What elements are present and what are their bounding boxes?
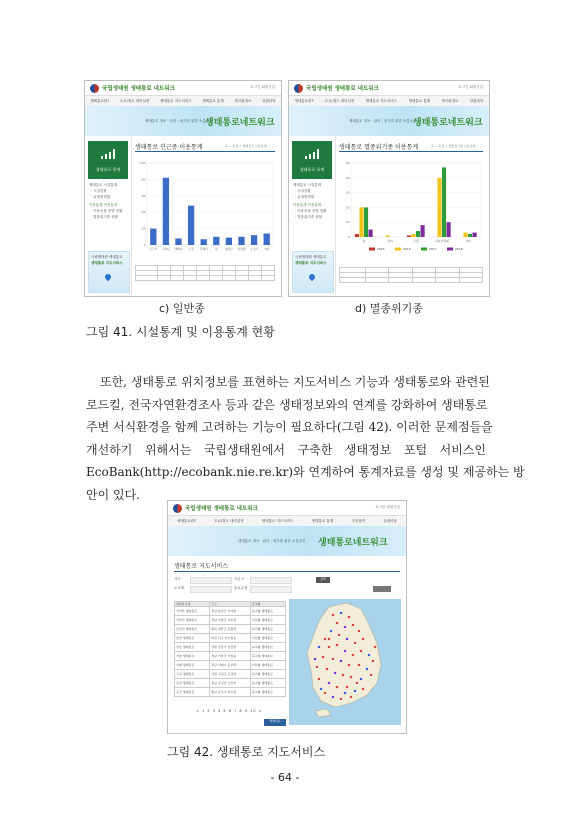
table-cell: 경남 거창군 거창읍 — [210, 652, 251, 661]
side-item[interactable]: · 멸종위기종 현황 — [295, 215, 323, 219]
table-cell: 가야산 생태통로 — [175, 607, 210, 616]
nav-item[interactable]: 게시판정보 — [441, 99, 459, 103]
side-menu — [289, 137, 336, 295]
map-marker-icon — [350, 676, 353, 679]
chart-icon — [305, 149, 319, 159]
table-header: 주소 — [210, 602, 251, 607]
hero-banner — [168, 526, 406, 556]
legend-swatch — [447, 248, 453, 251]
map-marker-icon — [324, 692, 327, 695]
map-marker-icon — [328, 646, 331, 649]
page-number: - 64 - — [270, 771, 300, 784]
y-tick-label: 80 — [141, 177, 146, 182]
legend-label: 2016 — [403, 247, 411, 251]
banner-tagline: 생태통로 정보 · 관리 · 평가를 위한 소통공간 — [145, 119, 213, 123]
bar — [201, 239, 207, 245]
x-tick-label: 너구리 — [149, 247, 158, 251]
legend-label: 2018 — [455, 247, 463, 251]
site-brand[interactable]: 국립생태원 생태통로 네트워크 — [185, 506, 258, 512]
table-cell: 감성리 생태통로 — [175, 625, 210, 634]
figure-41-title: 그림 41. 시설통계 및 이용통계 현황 — [86, 325, 275, 339]
map-marker-icon — [362, 688, 365, 691]
map-marker-icon — [332, 696, 335, 699]
x-tick-label: 수달 — [413, 239, 419, 243]
bar — [355, 234, 359, 237]
nav-item[interactable]: 생태통로란? — [294, 99, 314, 103]
paragraph-line: 주변 서식환경을 함께 고려하는 기능이 필요하다(그림 42). 이러한 문제점들을 — [86, 420, 493, 434]
side-item[interactable]: 생태통로 시설통계 — [89, 183, 118, 187]
map-marker-icon — [348, 616, 351, 619]
bar — [369, 230, 373, 237]
bar — [359, 207, 363, 237]
side-item[interactable]: 이용통계 이용통계 — [89, 203, 118, 207]
map-page-title: 생태통로 지도서비스 — [174, 563, 229, 570]
map-marker-icon — [354, 690, 357, 693]
banner-tagline: 생태통로 정보 · 관리 · 평가를 위한 소통공간 — [349, 119, 417, 123]
table-row[interactable] — [175, 670, 286, 679]
x-tick-label: 오소리 — [250, 247, 259, 251]
map-marker-icon — [342, 674, 345, 677]
paragraph-line: 로드킬, 전국자연환경조사 등과 같은 생태정보와의 연계를 강화하여 생태통로 — [86, 397, 488, 412]
banner-tagline: 생태통로 정보 · 관리 · 평가를 위한 소통공간 — [238, 539, 306, 543]
title-rule — [339, 151, 483, 152]
side-item[interactable]: · 유형별현황 — [91, 195, 111, 199]
chart-page-title: 생태통로 멸종위기종 이용통계 — [339, 144, 419, 151]
table-row[interactable] — [175, 643, 286, 652]
map-marker-icon — [368, 654, 371, 657]
table-cell: 터널형 생태통로 — [250, 634, 285, 643]
x-tick-label: 삵 — [214, 247, 218, 251]
government-logo-icon — [294, 84, 303, 93]
government-logo-icon — [173, 504, 182, 513]
map-marker-icon — [316, 666, 319, 669]
map-marker-icon — [334, 672, 337, 675]
filter-label: 통로유형 — [234, 586, 248, 590]
nav-item[interactable]: 알림마당 — [262, 99, 276, 103]
table-cell: 대전 서구 가수원동 — [210, 634, 251, 643]
site-header — [85, 81, 281, 95]
side-item[interactable]: · 이용동물 종별 현황 — [91, 209, 123, 213]
table-cell: 육교형 생태통로 — [250, 607, 285, 616]
map-marker-icon — [344, 650, 347, 653]
table-row[interactable] — [175, 661, 286, 670]
map-marker-icon — [360, 650, 363, 653]
table-cell: 강원 강릉시 성산면 — [210, 643, 251, 652]
top-links[interactable]: 로그인 회원가입 — [458, 85, 483, 89]
nav-item[interactable]: 생태통로 통계 — [311, 519, 334, 523]
sigungu-select[interactable] — [250, 577, 292, 584]
banner-title: 생태통로네트워크 — [318, 538, 388, 548]
map-marker-icon — [336, 622, 339, 625]
nav-item[interactable]: 국민참여 — [351, 519, 365, 523]
y-tick-label: 20 — [141, 226, 146, 231]
bar — [468, 234, 472, 237]
map-marker-icon — [328, 682, 331, 685]
nav-item[interactable]: 생태통로 통계 — [408, 99, 430, 103]
nav-item[interactable]: 도로/철도 대비실현 — [324, 99, 355, 103]
map-marker-icon — [318, 678, 321, 681]
map-ad-line: 생태통로 지도서비스 — [91, 261, 123, 265]
side-box-label: 생태통로 통계 — [95, 167, 121, 172]
nav-item[interactable]: 도로/철도 대비실현 — [119, 99, 150, 103]
korea-map[interactable] — [289, 599, 401, 725]
side-item[interactable]: · 이용동물 종별 현황 — [295, 209, 327, 213]
table-cell: 육교형 생태통로 — [250, 625, 285, 634]
map-marker-icon — [352, 624, 355, 627]
banner-title: 생태통로네트워크 — [413, 118, 483, 128]
map-marker-icon — [326, 668, 329, 671]
map-marker-icon — [336, 686, 339, 689]
table-cell: 강원 고성군 토성면 — [210, 670, 251, 679]
map-pin-icon — [308, 273, 316, 281]
map-marker-icon — [340, 698, 343, 701]
table-cell: 경남 합천군 가야면 — [210, 607, 251, 616]
map-marker-icon — [344, 692, 347, 695]
map-marker-icon — [332, 614, 335, 617]
side-item[interactable]: · 유형별현황 — [295, 195, 315, 199]
reset-button[interactable] — [373, 586, 391, 592]
table-cell: 터널형 생태통로 — [250, 616, 285, 625]
map-marker-icon — [338, 634, 341, 637]
paragraph-line: 개선하기 위해서는 국립생태원에서 구축한 생태정보 포털 서비스인 — [86, 442, 486, 457]
bar — [442, 167, 446, 237]
hero-banner — [289, 106, 489, 136]
bar — [411, 234, 415, 237]
fig41-left-screenshot — [84, 80, 282, 297]
x-tick-label: 청설모 — [224, 247, 233, 251]
legend-swatch — [369, 248, 375, 251]
table-cell: 거창 생태통로 — [175, 652, 210, 661]
table-row[interactable] — [175, 634, 286, 643]
nav-item[interactable]: 생태통로 지도서비스 — [365, 99, 398, 103]
table-cell: 고성 생태통로 — [175, 670, 210, 679]
x-tick-label: 기타 — [465, 239, 471, 243]
table-row[interactable] — [175, 652, 286, 661]
road-select[interactable] — [190, 586, 232, 593]
y-tick-label: 30 — [345, 190, 350, 195]
bar — [188, 206, 194, 245]
y-tick-label: 0 — [347, 235, 350, 239]
nav-item[interactable]: 알림마당 — [383, 519, 397, 523]
legend-label: 2017 — [429, 247, 437, 251]
stats-table — [135, 265, 275, 281]
map-ad-line: 국립생태원 생태통로 — [91, 255, 123, 259]
bar — [238, 237, 244, 245]
table-cell: 터널형 생태통로 — [250, 661, 285, 670]
table-cell: 곡성 생태통로 — [175, 679, 210, 688]
map-marker-icon — [332, 658, 335, 661]
table-cell: 공주 생태통로 — [175, 688, 210, 697]
type-select[interactable] — [250, 586, 292, 593]
table-cell: 육교형 생태통로 — [250, 688, 285, 697]
table-cell: 갑천 생태통로 — [175, 634, 210, 643]
title-rule — [135, 151, 275, 152]
map-marker-icon — [356, 682, 359, 685]
map-marker-icon — [370, 674, 373, 677]
map-marker-icon — [372, 660, 375, 663]
nav-item[interactable]: 생태통로란? — [90, 99, 110, 103]
stats-menu-box[interactable] — [292, 141, 332, 179]
bar — [213, 237, 219, 245]
paragraph-line: EcoBank(http://ecobank.nie.re.kr)와 연계하여 통계자료를 생성 및 제공하는 방 — [86, 465, 525, 479]
map-marker-icon — [324, 638, 327, 641]
site-header — [168, 501, 406, 515]
x-tick-label: 다람쥐 — [237, 247, 246, 251]
table-cell: 강릉 생태통로 — [175, 643, 210, 652]
y-tick-label: 40 — [345, 175, 350, 180]
filter-label: 시도 — [174, 577, 181, 581]
x-tick-label: 삵 — [362, 239, 366, 243]
nav-item[interactable]: 생태통로 지도서비스 — [159, 99, 192, 103]
site-header — [289, 81, 489, 95]
bar — [264, 234, 270, 245]
y-tick-label: 60 — [141, 193, 146, 198]
table-row[interactable] — [175, 679, 286, 688]
chart-icon — [101, 149, 115, 159]
chart-page-title: 생태통로 인근종 이용통계 — [135, 144, 203, 151]
paragraph-line: 또한, 생태통로 위치정보를 표현하는 지도서비스 기능과 생태통로와 관련된 — [100, 375, 490, 389]
x-tick-label: 고라니 — [161, 247, 170, 251]
table-cell: 육교형 생태통로 — [250, 679, 285, 688]
bar — [364, 207, 368, 237]
side-item[interactable]: 이용통계 이용통계 — [293, 203, 322, 207]
side-box-label: 생태통로 통계 — [299, 167, 325, 172]
x-tick-label: 멧돼지 — [174, 247, 183, 251]
side-item[interactable]: 생태통로 시설통계 — [293, 183, 322, 187]
x-tick-label: 노루 — [188, 247, 194, 251]
nav-item[interactable]: 알림마당 — [469, 99, 484, 103]
table-cell: 경남 거창군 가조면 — [210, 616, 251, 625]
legend-swatch — [421, 248, 427, 251]
table-cell: 가천리 생태통로 — [175, 616, 210, 625]
table-header: 조성형 — [250, 602, 285, 607]
bar — [385, 236, 389, 237]
title-rule — [174, 571, 400, 572]
bar — [421, 225, 425, 237]
endangered-usage-bar-chart — [339, 159, 485, 257]
table-row[interactable] — [175, 688, 286, 697]
stats-menu-box[interactable] — [88, 141, 128, 179]
map-marker-icon — [362, 638, 365, 641]
site-brand[interactable]: 국립생태원 생태통로 네트워크 — [306, 86, 379, 92]
site-brand[interactable]: 국립생태원 생태통로 네트워크 — [102, 86, 175, 92]
nav-item[interactable]: 생태통로 지도서비스 — [261, 519, 294, 523]
passage-list-table — [174, 601, 286, 697]
map-marker-icon — [358, 664, 361, 667]
paragraph-line: 안이 있다. — [86, 487, 140, 502]
government-logo-icon — [90, 84, 99, 93]
pagination[interactable]: < 1 2 3 4 5 6 7 8 9 10 > — [196, 709, 263, 713]
map-marker-icon — [352, 654, 355, 657]
map-marker-icon — [318, 646, 321, 649]
table-cell: 거제 생태통로 — [175, 661, 210, 670]
bar — [473, 233, 477, 237]
map-marker-icon — [328, 638, 331, 641]
breadcrumb: 홈 > 통계 > 생태통로 이용통계 — [225, 144, 267, 148]
map-marker-icon — [366, 668, 369, 671]
y-tick-label: 50 — [345, 161, 350, 165]
map-marker-icon — [336, 644, 339, 647]
fig42-map-service-screenshot — [167, 500, 407, 734]
bar — [416, 231, 420, 237]
table-cell: 육교형 생태통로 — [250, 643, 285, 652]
side-item[interactable]: · 멸종위기종 현황 — [91, 215, 119, 219]
side-item[interactable]: · 시설현황 — [91, 189, 107, 193]
table-cell: 육교형 생태통로 — [250, 652, 285, 661]
passage-markers[interactable] — [289, 599, 401, 725]
filter-label: 도로명 — [174, 586, 185, 590]
table-row[interactable] — [175, 616, 286, 625]
map-marker-icon — [340, 660, 343, 663]
top-links[interactable]: 로그인 회원가입 — [375, 505, 400, 509]
map-marker-icon — [348, 664, 351, 667]
legend-label: 2015 — [377, 247, 385, 251]
legend-swatch — [395, 248, 401, 251]
map-pin-icon — [104, 273, 112, 281]
hero-banner — [85, 106, 281, 136]
nav-item[interactable]: 도로/철도 대비실현 — [214, 519, 244, 523]
table-cell: 충북 괴산군 감물면 — [210, 625, 251, 634]
table-header: 생태통로명 — [175, 602, 210, 607]
table-cell: 경남 거제시 동부면 — [210, 661, 251, 670]
top-links[interactable]: 로그인 회원가입 — [250, 85, 275, 89]
map-marker-icon — [354, 642, 357, 645]
y-tick-label: 100 — [139, 161, 146, 165]
body-paragraph — [86, 371, 525, 506]
map-marker-icon — [344, 626, 347, 629]
table-row[interactable] — [175, 607, 286, 616]
plot-area — [351, 163, 481, 237]
stats-table — [339, 267, 483, 283]
species-usage-bar-chart — [135, 159, 277, 257]
y-tick-label: 10 — [345, 220, 350, 225]
nav-item[interactable]: 생태통로 통계 — [202, 99, 224, 103]
side-menu — [85, 137, 132, 295]
filter-label: 시군구 — [234, 577, 245, 581]
table-row[interactable] — [175, 625, 286, 634]
y-tick-label: 0 — [143, 243, 146, 247]
fig41-right-screenshot — [288, 80, 490, 297]
x-tick-label: 하늘다람쥐 — [435, 239, 449, 243]
banner-title: 생태통로네트워크 — [205, 118, 275, 128]
bar — [447, 222, 451, 237]
bar — [175, 238, 181, 245]
bar — [226, 238, 232, 245]
bar — [163, 178, 169, 245]
table-cell: 충남 공주시 반포면 — [210, 688, 251, 697]
map-marker-icon — [340, 612, 343, 615]
table-cell: 전남 곡성군 오산면 — [210, 679, 251, 688]
breadcrumb: 홈 > 통계 > 멸종위기종 이용통계 — [431, 144, 476, 148]
bar — [463, 233, 467, 237]
sido-select[interactable] — [190, 577, 232, 584]
caption-d: d) 멸종위기종 — [355, 302, 423, 315]
map-service-banner[interactable] — [292, 251, 334, 293]
x-tick-label: 담비 — [387, 239, 393, 243]
y-tick-label: 40 — [141, 210, 146, 215]
search-button[interactable]: 검색 — [316, 577, 330, 583]
map-marker-icon — [346, 686, 349, 689]
x-tick-label: 족제비 — [199, 247, 208, 251]
map-marker-icon — [314, 658, 317, 661]
map-marker-icon — [330, 630, 333, 633]
map-ad-line: 생태통로 지도서비스 — [295, 261, 327, 265]
y-tick-label: 20 — [345, 205, 350, 210]
bar — [150, 229, 156, 245]
map-marker-icon — [374, 646, 377, 649]
map-marker-icon — [346, 638, 349, 641]
map-marker-icon — [360, 678, 363, 681]
map-marker-icon — [358, 630, 361, 633]
map-ad-line: 국립생태원 생태통로 — [295, 255, 327, 259]
bar — [437, 178, 441, 237]
nav-item[interactable]: 게시판정보 — [234, 99, 252, 103]
excel-download-button[interactable]: 엑셀다운 — [264, 719, 286, 726]
bar — [251, 235, 257, 245]
nav-item[interactable]: 생태통로란? — [177, 519, 196, 523]
table-cell: 육교형 생태통로 — [250, 670, 285, 679]
figure-42-title: 그림 42. 생태통로 지도서비스 — [167, 745, 326, 759]
x-tick-label: 기타 — [263, 247, 270, 251]
map-service-banner[interactable] — [88, 251, 130, 293]
caption-c: c) 일반종 — [159, 302, 205, 315]
map-marker-icon — [350, 696, 353, 699]
map-marker-icon — [322, 656, 325, 659]
side-item[interactable]: · 시설현황 — [295, 189, 311, 193]
bar — [407, 236, 411, 237]
map-marker-icon — [320, 688, 323, 691]
